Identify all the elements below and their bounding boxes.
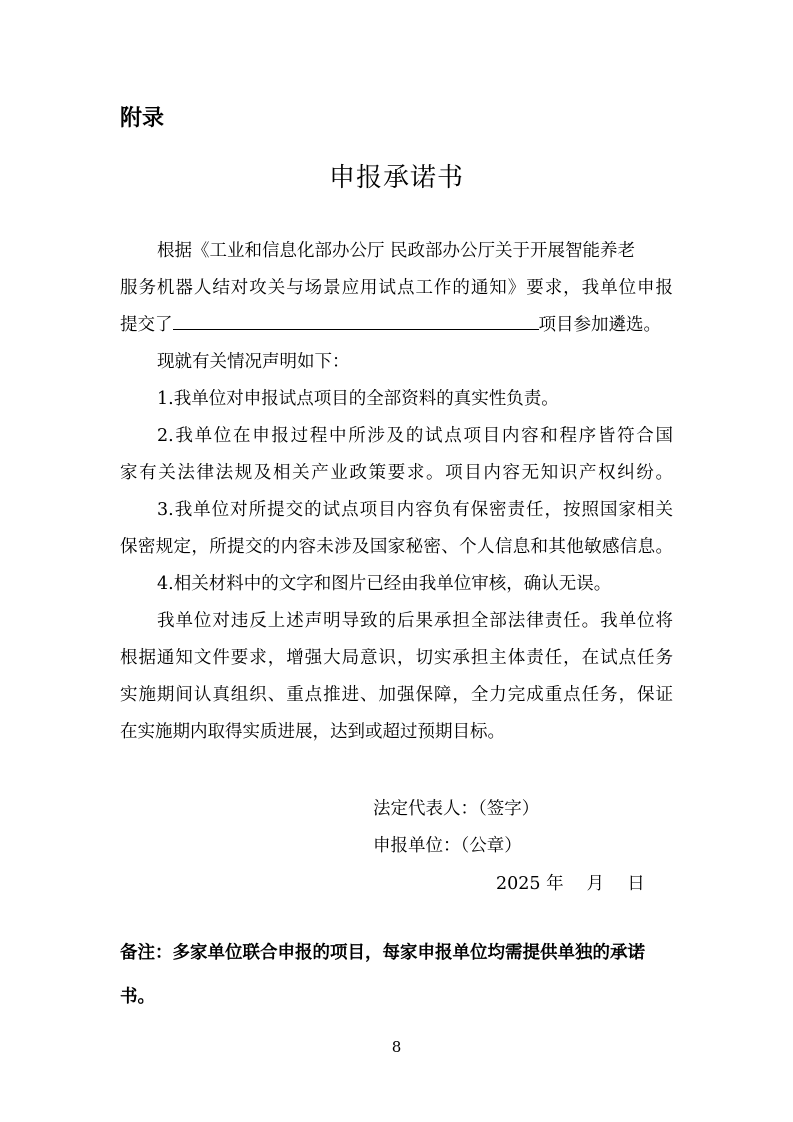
intro-line-2: 服务机器人结对攻关与场景应用试点工作的通知》要求，我单位申报 (120, 278, 673, 298)
project-name-blank (173, 311, 539, 330)
item-4: 4.相关材料中的文字和图片已经由我单位审核，确认无误。 (157, 574, 612, 594)
commitment-line-2: 根据通知文件要求，增强大局意识，切实承担主体责任，在试点任务 (120, 648, 673, 668)
intro-line-3 (120, 307, 661, 344)
intro-line-1: 根据《工业和信息化部办公厅 民政部办公厅关于开展智能养老 (157, 241, 636, 261)
note-line-1: 备注：多家单位联合申报的项目，每家申报单位均需提供单独的承诺 (120, 943, 645, 963)
item-2-line-1: 2.我单位在申报过程中所涉及的试点项目内容和程序皆符合国 (157, 426, 673, 446)
intro-line-3-suffix: 项目参加遴选。 (538, 315, 661, 335)
commitment-line-3: 实施期间认真组织、重点推进、加强保障，全力完成重点任务，保证 (120, 685, 673, 705)
item-3-line-1: 3.我单位对所提交的试点项目内容负有保密责任，按照国家相关 (157, 500, 673, 520)
signature-date: 2025 年 月 日 (496, 874, 645, 894)
item-2-line-2: 家有关法律法规及相关产业政策要求。项目内容无知识产权纠纷。 (120, 463, 673, 483)
commitment-line-4: 在实施期内取得实质进展，达到或超过预期目标。 (120, 722, 505, 742)
legal-representative-signature: 法定代表人：（签字） (373, 799, 540, 819)
commitment-line-1: 我单位对违反上述声明导致的后果承担全部法律责任。我单位将 (157, 611, 673, 631)
note-line-2: 书。 (120, 987, 155, 1007)
applicant-seal: 申报单位：（公章） (373, 836, 522, 856)
intro-line-3-prefix: 提交了 (120, 315, 173, 335)
statement-lead: 现就有关情况声明如下： (157, 352, 350, 372)
appendix-heading: 附录 (120, 106, 165, 131)
item-1: 1.我单位对申报试点项目的全部资料的真实性负责。 (157, 389, 559, 409)
page-title: 申报承诺书 (328, 163, 464, 193)
page-number: 8 (391, 1038, 402, 1056)
item-3-line-2: 保密规定，所提交的内容未涉及国家秘密、个人信息和其他敏感信息。 (120, 537, 673, 557)
